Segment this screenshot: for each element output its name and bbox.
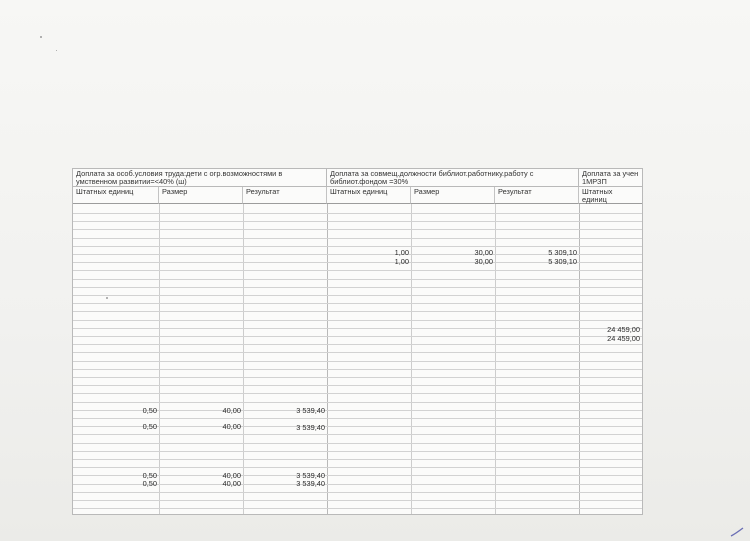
row-line [73, 221, 642, 222]
row-line [73, 434, 642, 435]
row-line [73, 369, 642, 370]
row-line [73, 402, 642, 403]
row-line [73, 393, 642, 394]
row-line [73, 311, 642, 312]
allowance-table [72, 168, 643, 515]
cell-result: 5 309,10 [548, 248, 577, 257]
section-title: Доплата за совмещ.должности библиот.работнику.работу с библиот.фондом =30% [330, 169, 534, 186]
section-header-degree [579, 169, 642, 187]
cell-result: 3 539,40 [296, 423, 325, 432]
row-line [73, 492, 642, 493]
cell-size: 40,00 [222, 422, 241, 431]
row-line [73, 287, 642, 288]
row-line [73, 279, 642, 280]
scan-speck [56, 50, 57, 51]
col-header-units-degree: Штатных единиц [579, 187, 642, 204]
row-line [73, 459, 642, 460]
col-header-result: Результат [495, 187, 579, 204]
col-header-units: Штатных единиц [73, 187, 159, 204]
row-line [73, 270, 642, 271]
section-title: Доплата за учен 1МРЗП [582, 169, 639, 186]
cell-units: 24 459,00 [607, 325, 640, 334]
cell-size: 30,00 [474, 248, 493, 257]
scan-speck [106, 297, 108, 299]
cell-size: 40,00 [222, 406, 241, 415]
cell-result: 3 539,40 [296, 479, 325, 488]
row-line [73, 451, 642, 452]
cell-units: 0,50 [142, 422, 157, 431]
cell-size: 30,00 [474, 257, 493, 266]
cell-units: 0,50 [142, 471, 157, 480]
row-line [73, 213, 642, 214]
row-line [73, 377, 642, 378]
cell-units: 24 459,00 [607, 334, 640, 343]
pen-mark-icon [730, 527, 744, 537]
col-header-units: Штатных единиц [327, 187, 411, 204]
row-line [73, 336, 642, 337]
cell-units: 0,50 [142, 479, 157, 488]
row-line [73, 467, 642, 468]
row-line [73, 361, 642, 362]
cell-result: 3 539,40 [296, 471, 325, 480]
col-header-size: Размер [159, 187, 243, 204]
col-header-result: Результат [243, 187, 327, 204]
row-line [73, 344, 642, 345]
col-header-size: Размер [411, 187, 495, 204]
cell-size: 40,00 [222, 471, 241, 480]
scan-speck [40, 36, 42, 38]
cell-result: 5 309,10 [548, 257, 577, 266]
section-title: Доплата за особ.условия труда:дети с огр.возможностями в умственном развитии=<40% (ш) [76, 169, 283, 186]
row-line [73, 229, 642, 230]
row-line [73, 295, 642, 296]
row-line [73, 352, 642, 353]
row-line [73, 385, 642, 386]
row-line [73, 500, 642, 501]
row-line [73, 508, 642, 509]
row-line [73, 238, 642, 239]
section-header-library-combination [327, 169, 579, 187]
row-line [73, 303, 642, 304]
cell-units: 1,00 [394, 257, 409, 266]
section-header-special-conditions [73, 169, 327, 187]
cell-size: 40,00 [222, 479, 241, 488]
cell-units: 1,00 [394, 248, 409, 257]
row-line [73, 246, 642, 247]
cell-result: 3 539,40 [296, 406, 325, 415]
row-line [73, 418, 642, 419]
row-line [73, 443, 642, 444]
row-line [73, 328, 642, 329]
row-line [73, 320, 642, 321]
cell-units: 0,50 [142, 406, 157, 415]
